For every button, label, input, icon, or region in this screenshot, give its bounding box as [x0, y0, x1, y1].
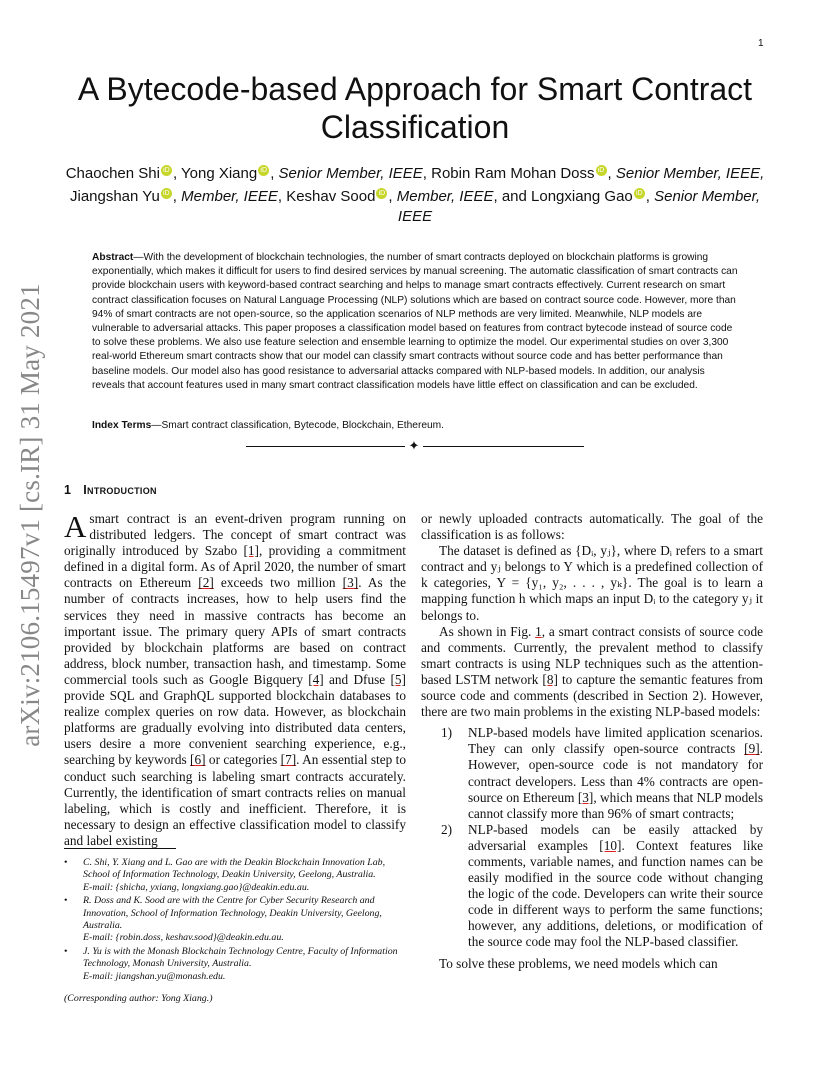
- text-run: . As the number of contracts increases, how to help users find the services they need in massive contracts has become an important issue. The primary query APIs of smart contracts provided by blockchain platforms are based on contract address, block number, transaction hash, and timestamp. Some commercial tools such as Google Bigquery: [64, 575, 407, 687]
- footnote-item: [64, 857, 406, 894]
- author-role: Member, IEEE: [396, 188, 494, 205]
- author-name: Jiangshan Yu: [69, 188, 160, 205]
- index-terms-label: Index Terms: [92, 420, 152, 431]
- text-run: , a smart contract consists of source code and comments. Currently, the prevalent method to classify smart contracts is using NLP techniques such as the attention-based LSTM network: [421, 623, 763, 687]
- text-run: . An essential step to conduct such searching is labeling smart contracts accurately. Currently, the identification of smart contracts relies on manual labeling, which is costly and inefficient. Therefore, it is necessary to design an effective classification model to classify and label existing: [64, 752, 407, 848]
- author-name: Longxiang Gao: [531, 188, 633, 205]
- bullet-icon: •: [64, 857, 68, 868]
- list-item: [421, 822, 763, 951]
- footnote-email: E-mail: {shicha, yxiang, longxiang.gao}@deakin.edu.au.: [83, 881, 310, 893]
- citation-link[interactable]: [5]: [390, 671, 406, 687]
- abstract-text: —With the development of blockchain technologies, the number of smart contracts deployed on blockchain platforms is growing exponentially, which makes it difficult for users to find desired services by manual screening. The automatic classification of smart contracts can provide blockchain users with keyword-based contract searching and helps to manage smart contracts effectively. Current research on smart contract classification focuses on Natural Language Processing (NLP) solutions which are based on contract source code. However, more than 94% of smart contracts are not open-source, so the application scenarios of NLP methods are very limited. Meanwhile, NLP models are vulnerable to adversarial attacks. This paper proposes a classification model based on features from contract bytecode instead of source code to solve these problems. We also use feature selection and ensemble learning to optimize the model. Our experimental studies on over 3,300 real-world Ethereum smart contracts show that our model can classify smart contracts without source code and has better performance than baseline models. Our model also has good resistance to adversarial attacks compared with NLP-based models. In addition, our analysis reveals that account features used in many smart contract classification models have little effect on classification and can be excluded.: [92, 252, 738, 391]
- section-title: Introduction: [83, 483, 157, 497]
- author-role: Senior Member, IEEE,: [615, 165, 765, 182]
- text-run: NLP-based models can be easily attacked by adversarial examples: [468, 821, 763, 853]
- author-name: Robin Ram Mohan Doss: [431, 165, 595, 182]
- footnote-email: E-mail: jiangshan.yu@monash.edu.: [83, 970, 226, 982]
- list-number: 2): [441, 821, 453, 837]
- orcid-icon[interactable]: iD: [161, 165, 172, 176]
- footnote-text: C. Shi, Y. Xiang and L. Gao are with the Deakin Blockchain Innovation Lab, School of Information Technology, Deakin University, Geelong, Australia.: [83, 857, 386, 881]
- paragraph: [421, 624, 763, 721]
- right-column: [421, 511, 763, 972]
- text-run: , providing a commitment defined in a digital form. As of April 2020, the number of smart contracts on Ethereum: [64, 543, 406, 591]
- text-run: . However, open-source code is not mandatory for contract developers. Less than 4% contracts are open-source on Ethereum: [468, 741, 763, 805]
- author-name: Keshav Sood: [286, 188, 376, 205]
- footnote-item: [64, 895, 406, 945]
- dropcap-letter: A: [64, 509, 87, 544]
- text-run: and Dfuse: [323, 671, 391, 687]
- footnote-email: E-mail: {robin.doss, keshav.sood}@deakin.edu.au.: [83, 932, 284, 944]
- section-number: 1: [64, 483, 72, 497]
- figure-link[interactable]: 1: [535, 623, 542, 639]
- citation-link[interactable]: [10]: [599, 837, 622, 853]
- abstract-label: Abstract: [92, 252, 134, 263]
- page-number: 1: [758, 38, 764, 49]
- text-run: As shown in Fig.: [439, 623, 536, 639]
- author-role: Member, IEEE: [181, 188, 278, 205]
- problem-list: [421, 725, 763, 950]
- orcid-icon[interactable]: iD: [258, 165, 269, 176]
- footnote-item: [64, 946, 406, 983]
- abstract: [92, 251, 738, 393]
- text-run: exceeds two million: [213, 575, 343, 591]
- index-terms: [92, 420, 738, 431]
- citation-link[interactable]: [7]: [280, 752, 297, 768]
- author-role: Senior Member, IEEE: [278, 165, 423, 182]
- citation-link[interactable]: [3]: [342, 575, 359, 591]
- paper-title: A Bytecode-based Approach for Smart Contract Classification: [77, 71, 753, 145]
- citation-link[interactable]: [4]: [308, 671, 324, 687]
- paragraph: or newly uploaded contracts automatically. The goal of the classification is as follows:: [421, 511, 763, 543]
- list-number: 1): [441, 725, 453, 741]
- corresponding-author-note: (Corresponding author: Yong Xiang.): [64, 993, 213, 1005]
- citation-link[interactable]: [9]: [744, 741, 760, 757]
- citation-link[interactable]: [2]: [198, 575, 214, 591]
- section-heading: [64, 483, 157, 497]
- text-run: . Context features like comments, variable names, and function names can be easily modified in the source code without changing the logic of the code. Developers can write their source code in different ways to perform the same functions; however, any additions, deletions, or modification of the source code may fool the NLP-based classifier.: [468, 837, 763, 950]
- orcid-icon[interactable]: iD: [161, 188, 172, 199]
- author-list: Chaochen Shi iD , Yong Xiang iD , Senior Member, IEEE, Robin Ram Mohan Doss iD , Senior Member, IEEE, Jiangshan Yu iD , Member, IEEE, Keshav Sood iD , Member, IEEE, and Longxiang Gao iD , Senior Member, IEEE: [65, 165, 765, 225]
- arxiv-identifier: arXiv:2106.15497v1 [cs.IR] 31 May 2021: [15, 283, 45, 747]
- orcid-icon[interactable]: iD: [634, 188, 645, 199]
- paragraph: To solve these problems, we need models which can: [439, 955, 718, 971]
- list-item: [421, 725, 763, 822]
- citation-link[interactable]: [6]: [190, 752, 206, 768]
- text-run: provide SQL and GraphQL supported blockchain databases to realize complex queries on row data. However, as blockchain platforms are gradually evolving into distributed data centers, users desire a more convenient searching experience, e.g., searching by keywords: [64, 688, 406, 768]
- text-run: smart contract is an event-driven program running on distributed ledgers. The concept of smart contract was originally introduced by Szabo: [64, 511, 406, 559]
- citation-link[interactable]: [1]: [243, 543, 259, 559]
- paragraph: The dataset is defined as {Dᵢ, yⱼ}, where Dᵢ refers to a smart contract and yⱼ belongs to Y which is a predefined collection of k categories, Y = {y₁, y₂, . . . , yₖ}. The goal is to learn a mapping function h which maps an input Dᵢ to the category yⱼ it belongs to.: [421, 543, 763, 623]
- intro-paragraph: [64, 511, 406, 849]
- footnote-text: R. Doss and K. Sood are with the Centre for Cyber Security Research and Innovation, School of Information Technology, Deakin University, Geelong, Australia.: [83, 895, 382, 932]
- citation-link[interactable]: [8]: [542, 671, 558, 687]
- conjunction: and: [501, 188, 527, 205]
- author-name: Yong Xiang: [181, 165, 258, 182]
- footnote-text: J. Yu is with the Monash Blockchain Technology Centre, Faculty of Information Technology, Monash University, Australia.: [83, 945, 398, 970]
- orcid-icon[interactable]: iD: [596, 165, 607, 176]
- footnote-rule: [64, 848, 176, 849]
- text-run: or categories: [205, 752, 281, 768]
- text-run: to capture the semantic features from source code and comments (described in Section 2). However, there are two main problems in the existing NLP-based models:: [421, 671, 763, 720]
- author-name: Chaochen Shi: [65, 165, 160, 182]
- index-terms-text: —Smart contract classification, Bytecode, Blockchain, Ethereum.: [151, 420, 444, 431]
- text-run: NLP-based models have limited application scenarios. They can only classify open-source contracts: [468, 725, 763, 757]
- citation-link[interactable]: [3]: [577, 789, 594, 805]
- text-run: , which means that NLP models cannot classify more than 96% of smart contracts;: [468, 789, 763, 821]
- bullet-icon: •: [64, 945, 68, 957]
- orcid-icon[interactable]: iD: [376, 188, 387, 199]
- bullet-icon: •: [64, 895, 68, 907]
- footnotes: [64, 857, 406, 1005]
- left-column: [64, 511, 406, 849]
- separator-star-icon: ✦: [405, 437, 423, 455]
- author-role: Senior Member, IEEE: [397, 188, 760, 225]
